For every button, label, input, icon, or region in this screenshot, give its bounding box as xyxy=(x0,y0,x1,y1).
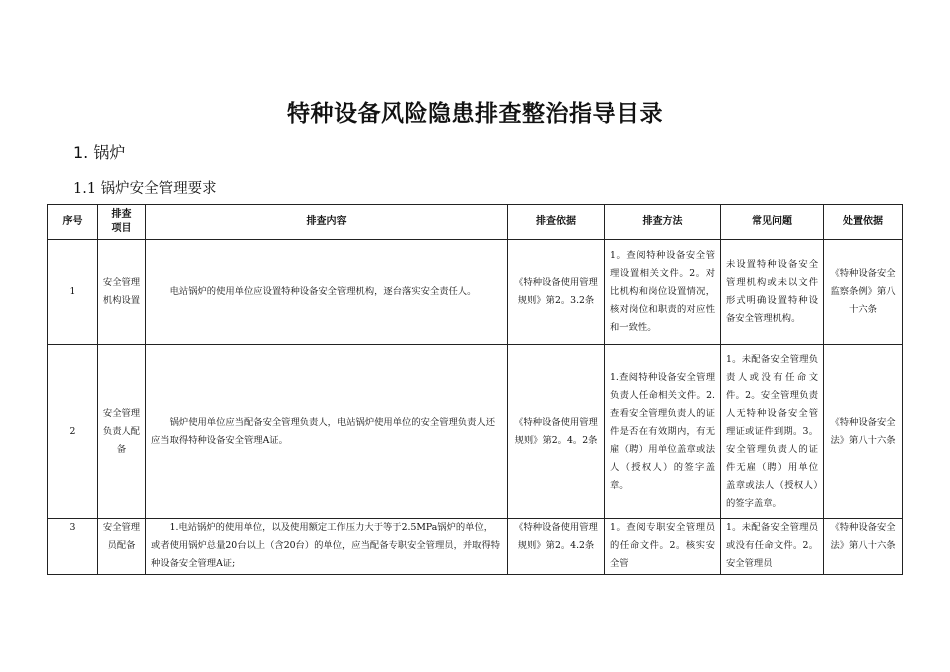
row-issue: 1。未配备安全管理负责人或没有任命文件。2。安全管理负责人无特种设备安全管理证或证件到期。3。安全管理负责人的证件无雇（聘）用单位盖章或法人（授权人）的签字盖章。 xyxy=(721,345,824,519)
row-issue: 未设置特种设备安全管理机构或未以文件形式明确设置特种设备安全管理机构。 xyxy=(721,240,824,345)
header-issue: 常见问题 xyxy=(721,205,824,240)
header-basis: 排查依据 xyxy=(508,205,605,240)
row-action: 《特种设备安全法》第八十六条 xyxy=(824,519,903,575)
table-row xyxy=(48,345,903,519)
row-num: 3 xyxy=(48,519,98,575)
row-basis: 《特种设备使用管理规则》第2。3.2条 xyxy=(508,240,605,345)
row-content xyxy=(146,240,508,345)
row-content-text: 电站锅炉的使用单位应设置特种设备安全管理机构，逐台落实安全责任人。 xyxy=(169,286,477,297)
row-basis: 《特种设备使用管理规则》第2。4.2条 xyxy=(508,519,605,575)
row-method: 1。查阅特种设备安全管理设置相关文件。2。对比机构和岗位设置情况，核对岗位和职责的对应性和一致性。 xyxy=(605,240,721,345)
header-num: 序号 xyxy=(48,205,98,240)
header-action: 处置依据 xyxy=(824,205,903,240)
row-item: 安全管理机构设置 xyxy=(98,240,146,345)
row-method: 1.查阅特种设备安全管理负责人任命相关文件。2.查看安全管理负责人的证件是否在有效期内，有无雇（聘）用单位盖章或法人（授权人）的签字盖章。 xyxy=(605,345,721,519)
header-item: 排查 项目 xyxy=(98,205,146,240)
row-method: 1。查阅专职安全管理员的任命文件。2。核实安全管 xyxy=(605,519,721,575)
subsection-heading: 1.1 锅炉安全管理要求 xyxy=(73,181,217,197)
header-content: 排查内容 xyxy=(146,205,508,240)
table-header-row xyxy=(48,205,903,240)
row-action: 《特种设备安全监察条例》第八十六条 xyxy=(824,240,903,345)
row-content-text: 锅炉使用单位应当配备安全管理负责人，电站锅炉使用单位的安全管理负责人还应当取得特种设备安全管理A证。 xyxy=(151,416,495,446)
table-row xyxy=(48,519,903,575)
header-method: 排查方法 xyxy=(605,205,721,240)
row-item: 安全管理负责人配备 xyxy=(98,345,146,519)
row-item: 安全管理员配备 xyxy=(98,519,146,575)
row-content-text: 1.电站锅炉的使用单位，以及使用额定工作压力大于等于2.5MPa锅炉的单位，或者使用锅炉总量20台以上（含20台）的单位，应当配备专职安全管理员，并取得特种设备安全管理A证; xyxy=(151,522,501,569)
inspection-table xyxy=(47,204,903,575)
table-row xyxy=(48,240,903,345)
row-basis: 《特种设备使用管理规则》第2。4。2条 xyxy=(508,345,605,519)
page-title: 特种设备风险隐患排查整治指导目录 xyxy=(287,101,663,127)
row-issue: 1。未配备安全管理员或没有任命文件。2。安全管理员 xyxy=(721,519,824,575)
section-heading: 1. 锅炉 xyxy=(73,143,126,162)
row-content xyxy=(146,519,508,575)
row-action: 《特种设备安全法》第八十六条 xyxy=(824,345,903,519)
row-num: 2 xyxy=(48,345,98,519)
row-num: 1 xyxy=(48,240,98,345)
row-content xyxy=(146,345,508,519)
